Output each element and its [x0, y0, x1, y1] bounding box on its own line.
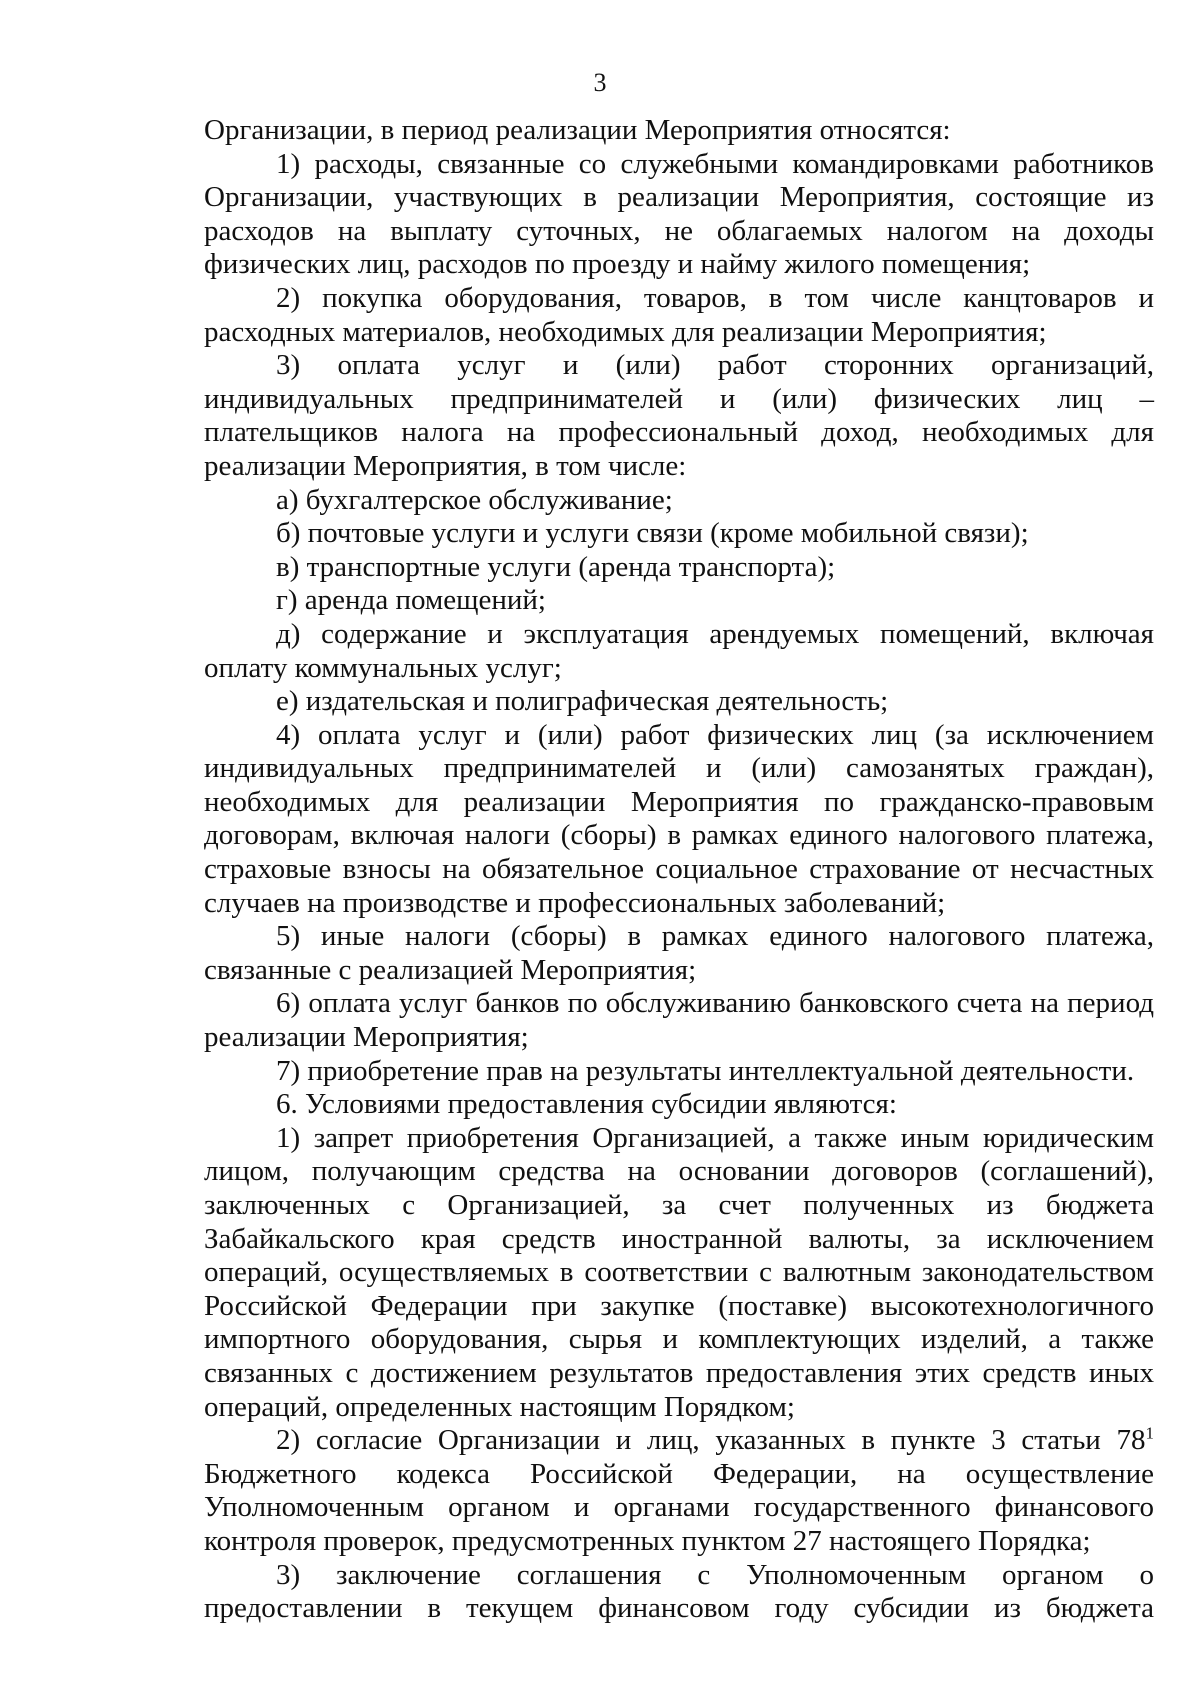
- condition-2-text-end: Бюджетного кодекса Российской Федерации, на осуществление Уполномоченным органом и органами государственного финансового контроля проверок, предусмотренных пунктом 27 настоящего Порядка;: [204, 1457, 1154, 1557]
- paragraph-expense-3: 3) оплата услуг и (или) работ сторонних организаций, индивидуальных предпринимателей и (или) физических лиц – плательщиков налога на профессиональный доход, необходимых для реализации Мероприятия, в том числе:: [204, 349, 1154, 482]
- page-number: 3: [593, 68, 607, 97]
- paragraph-condition-3: 3) заключение соглашения с Уполномоченным органом о предоставлении в текущем финансовом году субсидии из бюджета: [204, 1558, 1154, 1625]
- paragraph-expense-1: 1) расходы, связанные со служебными командировками работников Организации, участвующих в реализации Мероприятия, состоящие из расходов на выплату суточных, не облагаемых налогом на доходы физических лиц, расходов по проезду и найму жилого помещения;: [204, 147, 1154, 281]
- paragraph-condition-1: 1) запрет приобретения Организацией, а также иным юридическим лицом, получающим средства на основании договоров (соглашений), заключенных с Организацией, за счет полученных из бюджета Забайкальского края средств иностранной валюты, за исключением операций, осуществляемых в соответствии с валютным законодательством Российской Федерации при закупке (поставке) высокотехнологичного импортного оборудования, сырья и комплектующих изделий, а также связанных с достижением результатов предоставления этих средств иных операций, определенных настоящим Порядком;: [204, 1121, 1154, 1423]
- paragraph-expense-6: 6) оплата услуг банков по обслуживанию банковского счета на период реализации Мероприятия;: [204, 987, 1154, 1054]
- paragraph-expense-3a: а) бухгалтерское обслуживание;: [276, 483, 673, 516]
- paragraph-expense-3e: д) содержание и эксплуатация арендуемых помещений, включая оплату коммунальных услуг;: [204, 617, 1154, 684]
- paragraph-expense-3b: б) почтовые услуги и услуги связи (кроме мобильной связи);: [276, 517, 1029, 550]
- paragraph-condition-2: [204, 1424, 1154, 1558]
- document-body: [204, 114, 1154, 1626]
- paragraph-section-6: 6. Условиями предоставления субсидии являются:: [276, 1088, 897, 1121]
- paragraph-expense-4: 4) оплата услуг и (или) работ физических лиц (за исключением индивидуальных предпринимателей и (или) самозанятых граждан), необходимых для реализации Мероприятия по гражданско-правовым договорам, включая налоги (сборы) в рамках единого налогового платежа, страховые взносы на обязательное социальное страхование от несчастных случаев на производстве и профессиональных заболеваний;: [204, 718, 1154, 919]
- condition-2-text-start: 2) согласие Организации и лиц, указанных в пункте 3 статьи 78: [276, 1424, 1146, 1457]
- paragraph-continuation: Организации, в период реализации Мероприятия относятся:: [204, 114, 951, 146]
- paragraph-expense-3c: в) транспортные услуги (аренда транспорта);: [276, 550, 836, 583]
- paragraph-expense-3f: е) издательская и полиграфическая деятельность;: [276, 685, 889, 718]
- paragraph-expense-7: 7) приобретение прав на результаты интеллектуальной деятельности.: [276, 1054, 1135, 1087]
- paragraph-expense-3d: г) аренда помещений;: [276, 584, 546, 617]
- paragraph-expense-2: 2) покупка оборудования, товаров, в том числе канцтоваров и расходных материалов, необходимых для реализации Мероприятия;: [204, 281, 1154, 348]
- article-superscript: 1: [1145, 1423, 1154, 1443]
- paragraph-expense-5: 5) иные налоги (сборы) в рамках единого налогового платежа, связанные с реализацией Мероприятия;: [204, 920, 1154, 986]
